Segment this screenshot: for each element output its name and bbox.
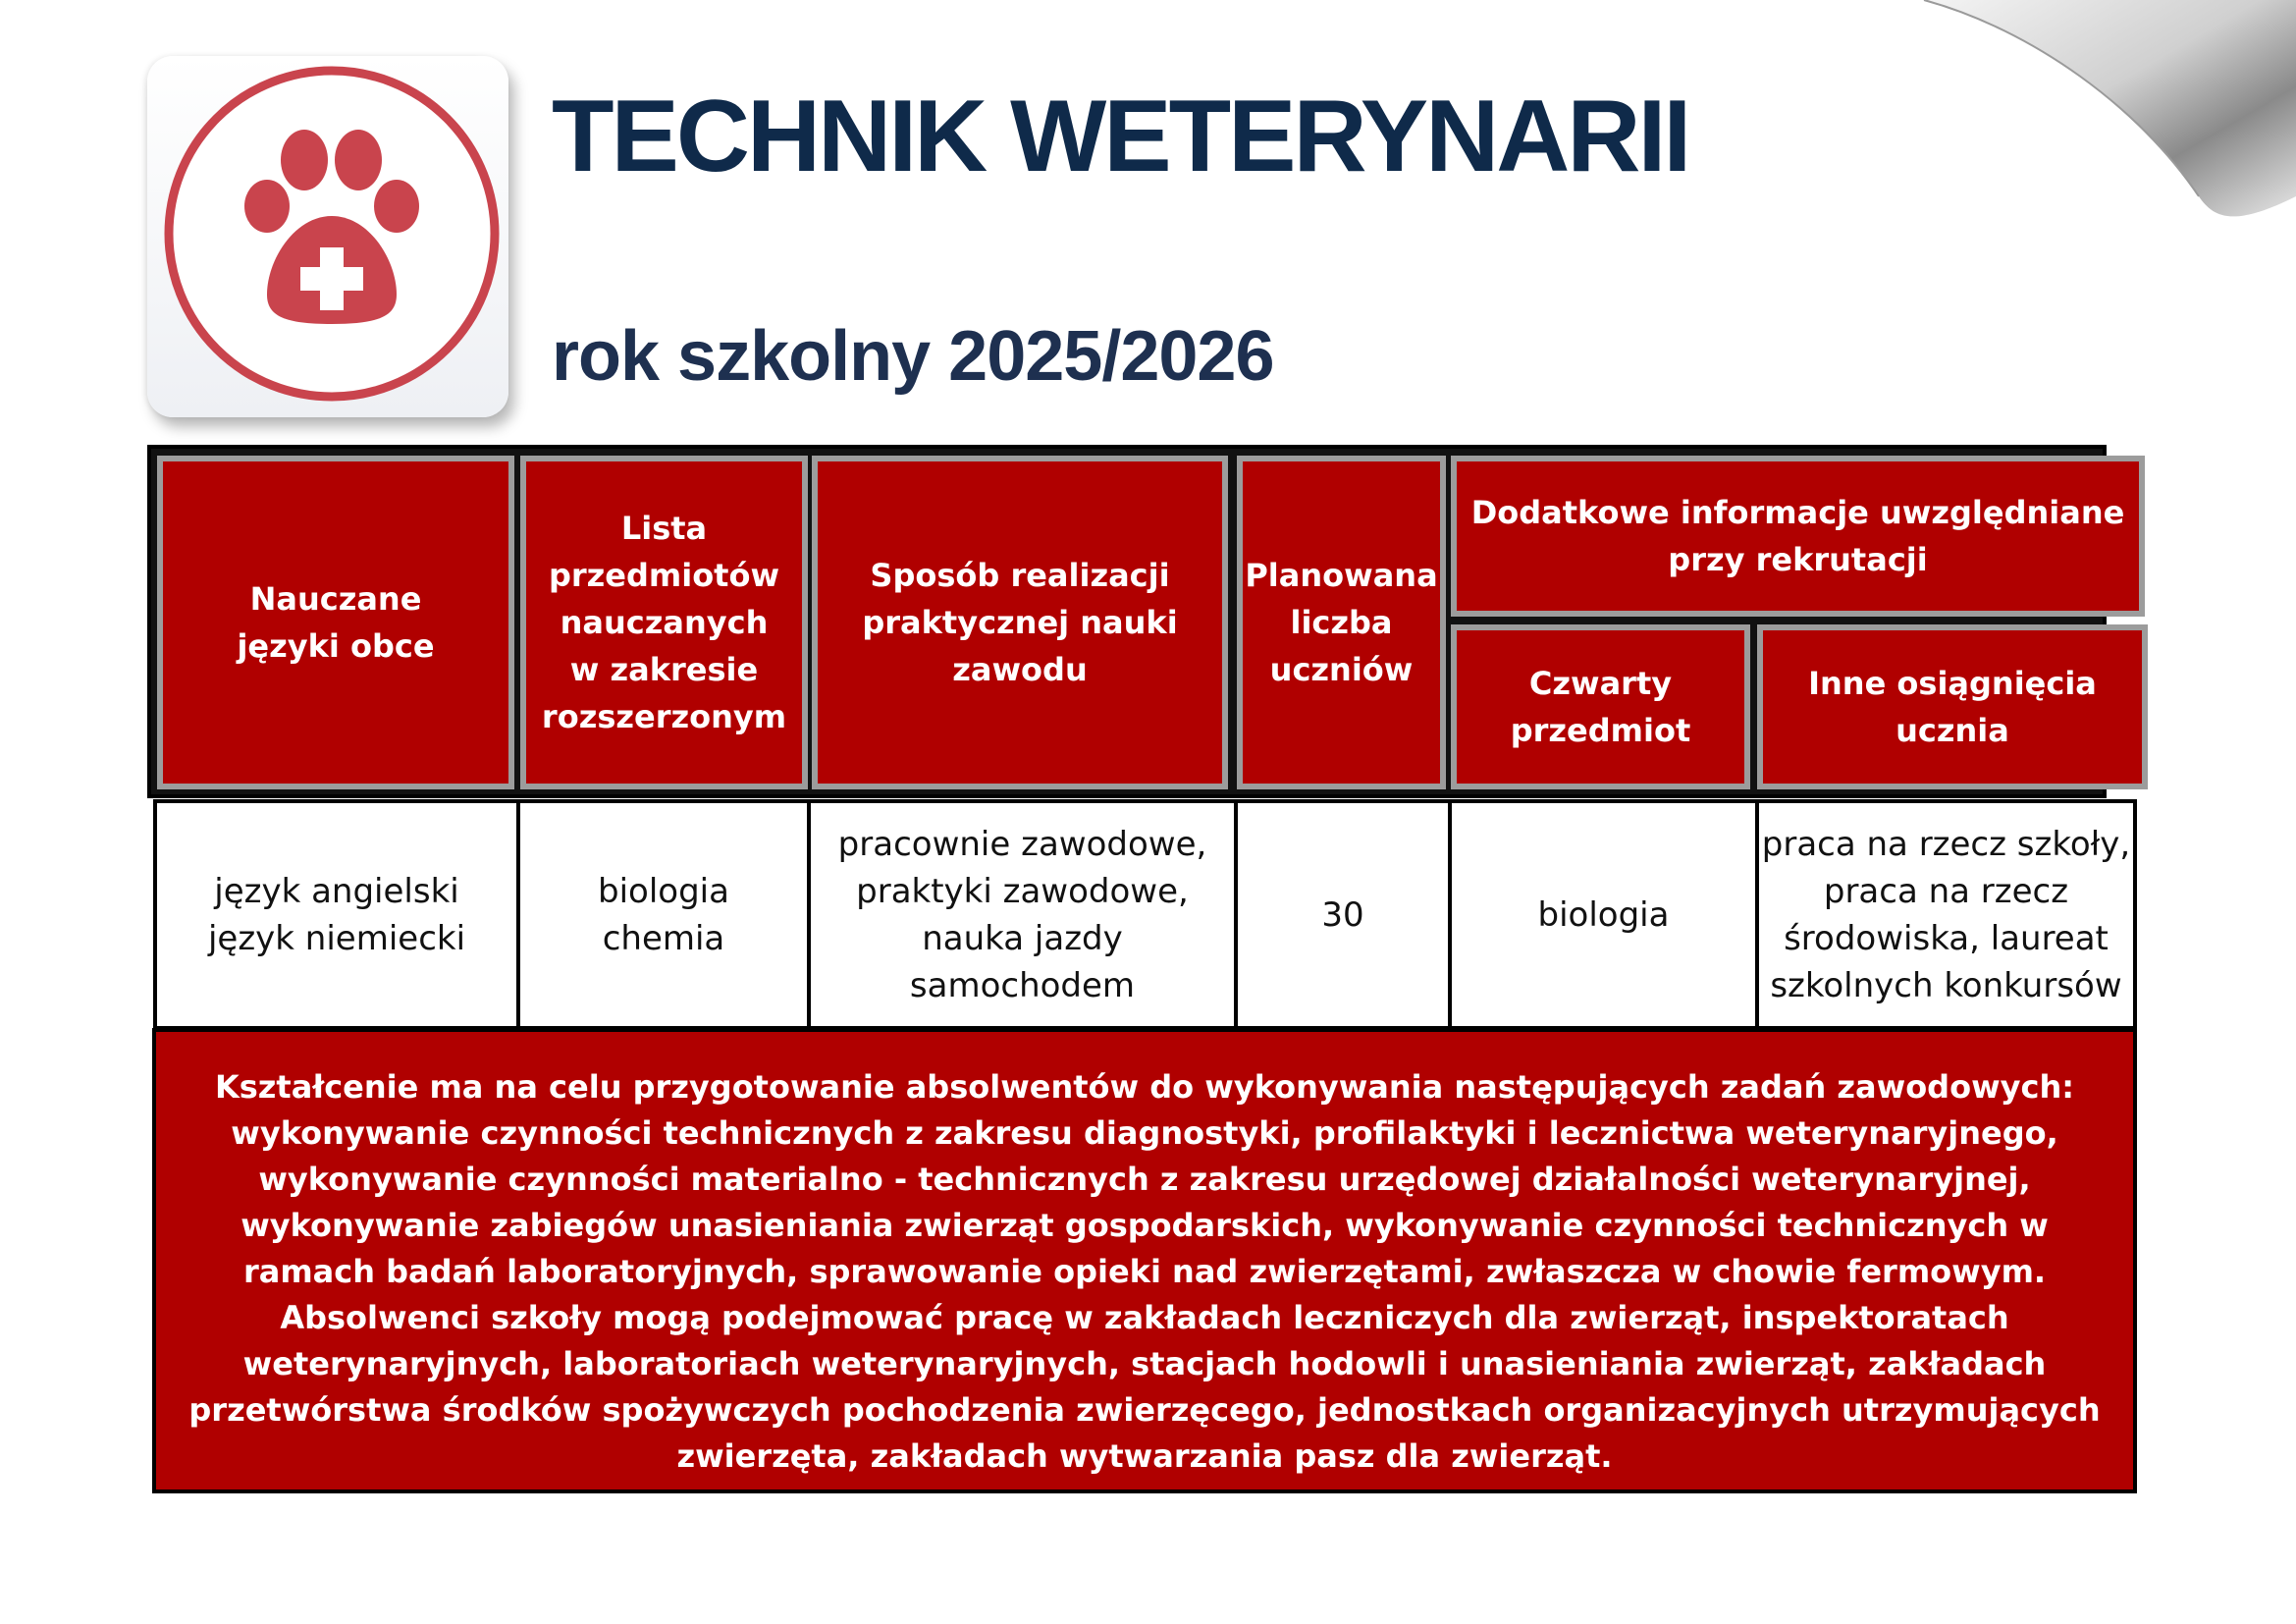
- row-cell-subjects: biologia chemia: [516, 799, 811, 1030]
- header-cell-languages: Nauczane języki obce: [157, 456, 514, 789]
- header-cell-achievements: Inne osiągnięcia ucznia: [1757, 624, 2148, 789]
- row-cell-achievements: praca na rzecz szkoły, praca na rzecz środowiska, laureat szkolnych konkursów: [1755, 799, 2137, 1030]
- header-cell-subjects: Lista przedmiotów nauczanych w zakresie rozszerzonym: [520, 456, 808, 789]
- header-cell-practical: Sposób realizacji praktycznej nauki zawodu: [812, 456, 1228, 789]
- description-paragraph-tasks: Kształcenie ma na celu przygotowanie absolwentów do wykonywania następujących zadań zawodowych: wykonywanie czynności technicznych z zakresu diagnostyki, profilaktyki i lecznictwa weterynaryjnego, wykonywanie czynności materialno - technicznych z zakresu urzędowej działalności weterynaryjnej, wykonywanie zabiegów unasieniania zwierząt gospodarskich, wykonywanie czynności technicznych w ramach badań laboratoryjnych, sprawowanie opieki nad zwierzętami, zwłaszcza w chowie fermowym.: [214, 1068, 2075, 1290]
- page-curl-decoration: [1845, 0, 2296, 236]
- header-cell-planned: Planowana liczba uczniów: [1237, 456, 1446, 789]
- row-cell-practical: pracownie zawodowe, praktyki zawodowe, nauka jazdy samochodem: [807, 799, 1238, 1030]
- header-cell-additional: Dodatkowe informacje uwzględniane przy rekrutacji: [1451, 456, 2145, 617]
- school-year-subtitle: rok szkolny 2025/2026: [552, 317, 1274, 396]
- description-paragraph-employment: Absolwenci szkoły mogą podejmować pracę w zakładach leczniczych dla zwierząt, inspektoratach weterynaryjnych, laboratoriach weterynaryjnych, stacjach hodowli i unasieniania zwierząt, zakładach przetwórstwa środków spożywczych pochodzenia zwierzęcego, jednostkach organizacyjnych utrzymujących zwierzęta, zakładach wytwarzania pasz dla zwierząt.: [188, 1299, 2101, 1475]
- row-cell-languages: język angielski język niemiecki: [153, 799, 520, 1030]
- page-title: TECHNIK WETERYNARII: [552, 80, 1689, 193]
- row-cell-planned: 30: [1234, 799, 1452, 1030]
- paw-with-cross-icon: [157, 59, 507, 408]
- row-cell-fourth-subject: biologia: [1448, 799, 1759, 1030]
- description-box: [152, 1028, 2137, 1493]
- header-cell-fourth-subject: Czwarty przedmiot: [1451, 624, 1750, 789]
